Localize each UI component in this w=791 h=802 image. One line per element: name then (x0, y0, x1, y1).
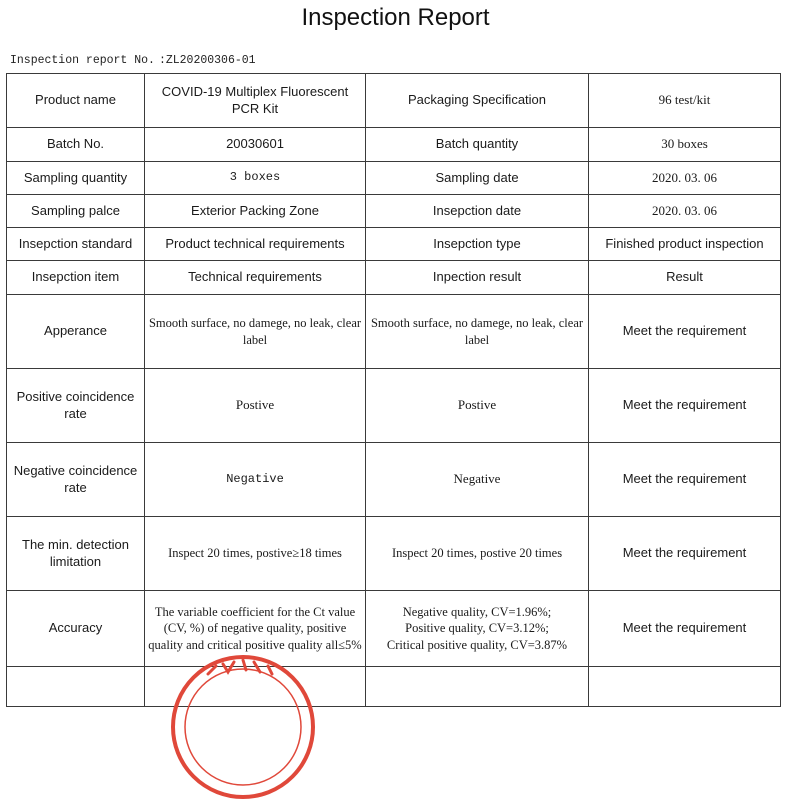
table-row (7, 228, 781, 261)
header-inspection-result: Inpection result (366, 261, 589, 295)
table-row (7, 443, 781, 517)
batch-quantity-label: Batch quantity (366, 128, 589, 162)
result-line: Critical positive quality, CV=3.87% (386, 637, 568, 652)
result-line: Positive quality, CV=3.12%; (405, 621, 549, 636)
table-row (7, 295, 781, 369)
item-conclusion: Meet the requirement (589, 295, 781, 369)
inspection-table (6, 73, 781, 707)
table-row (7, 128, 781, 162)
stamp-inner-ring (185, 669, 301, 785)
item-requirement: The variable coefficient for the Ct value (CV, %) of negative quality, positive quality and critical positive quality all≤5% (145, 591, 366, 667)
result-line: Negative quality, CV=1.96%; (402, 605, 552, 620)
inspection-date-label: Insepction date (366, 195, 589, 228)
table-row (7, 261, 781, 295)
batch-no-label: Batch No. (7, 128, 145, 162)
report-number-value: :ZL20200306-01 (158, 54, 256, 67)
red-circular-seal-icon (168, 652, 318, 802)
inspection-date-value: 2020. 03. 06 (589, 195, 781, 228)
item-conclusion: Meet the requirement (589, 443, 781, 517)
header-inspection-item: Insepction item (7, 261, 145, 295)
empty-cell (589, 667, 781, 707)
item-conclusion: Meet the requirement (589, 591, 781, 667)
table-row (7, 517, 781, 591)
empty-cell (7, 667, 145, 707)
stamp-outer-ring (173, 657, 313, 797)
report-number-label: Inspection report No. (10, 54, 155, 67)
inspection-type-value: Finished product inspection (589, 228, 781, 261)
item-result: Negative (366, 443, 589, 517)
product-name-value: COVID-19 Multiplex Fluorescent PCR Kit (145, 74, 366, 128)
item-requirement: Negative (145, 443, 366, 517)
item-result: Postive (366, 369, 589, 443)
inspection-standard-label: Insepction standard (7, 228, 145, 261)
inspection-type-label: Insepction type (366, 228, 589, 261)
item-name: Apperance (7, 295, 145, 369)
item-requirement: Postive (145, 369, 366, 443)
item-name: Positive coincidence rate (7, 369, 145, 443)
item-result: Smooth surface, no damege, no leak, clear label (366, 295, 589, 369)
header-result: Result (589, 261, 781, 295)
item-conclusion: Meet the requirement (589, 517, 781, 591)
packaging-label: Packaging Specification (366, 74, 589, 128)
item-name: The min. detection limitation (7, 517, 145, 591)
inspection-standard-value: Product technical requirements (145, 228, 366, 261)
header-technical-requirements: Technical requirements (145, 261, 366, 295)
product-name-label: Product name (7, 74, 145, 128)
sampling-place-value: Exterior Packing Zone (145, 195, 366, 228)
empty-cell (366, 667, 589, 707)
table-row (7, 591, 781, 667)
sampling-date-value: 2020. 03. 06 (589, 162, 781, 195)
item-requirement: Inspect 20 times, postive≥18 times (145, 517, 366, 591)
sampling-quantity-label: Sampling quantity (7, 162, 145, 195)
table-row (7, 195, 781, 228)
table-row (7, 162, 781, 195)
table-row (7, 667, 781, 707)
packaging-value: 96 test/kit (589, 74, 781, 128)
item-name: Accuracy (7, 591, 145, 667)
item-name: Negative coincidence rate (7, 443, 145, 517)
table-row (7, 74, 781, 128)
report-number (10, 54, 256, 67)
sampling-place-label: Sampling palce (7, 195, 145, 228)
item-result: Inspect 20 times, postive 20 times (366, 517, 589, 591)
sampling-date-label: Sampling date (366, 162, 589, 195)
item-requirement: Smooth surface, no damege, no leak, clear label (145, 295, 366, 369)
table-row (7, 369, 781, 443)
batch-no-value: 20030601 (145, 128, 366, 162)
item-conclusion: Meet the requirement (589, 369, 781, 443)
batch-quantity-value: 30 boxes (589, 128, 781, 162)
sampling-quantity-value: 3 boxes (145, 162, 366, 195)
report-title: Inspection Report (301, 4, 490, 31)
item-result (366, 591, 589, 667)
